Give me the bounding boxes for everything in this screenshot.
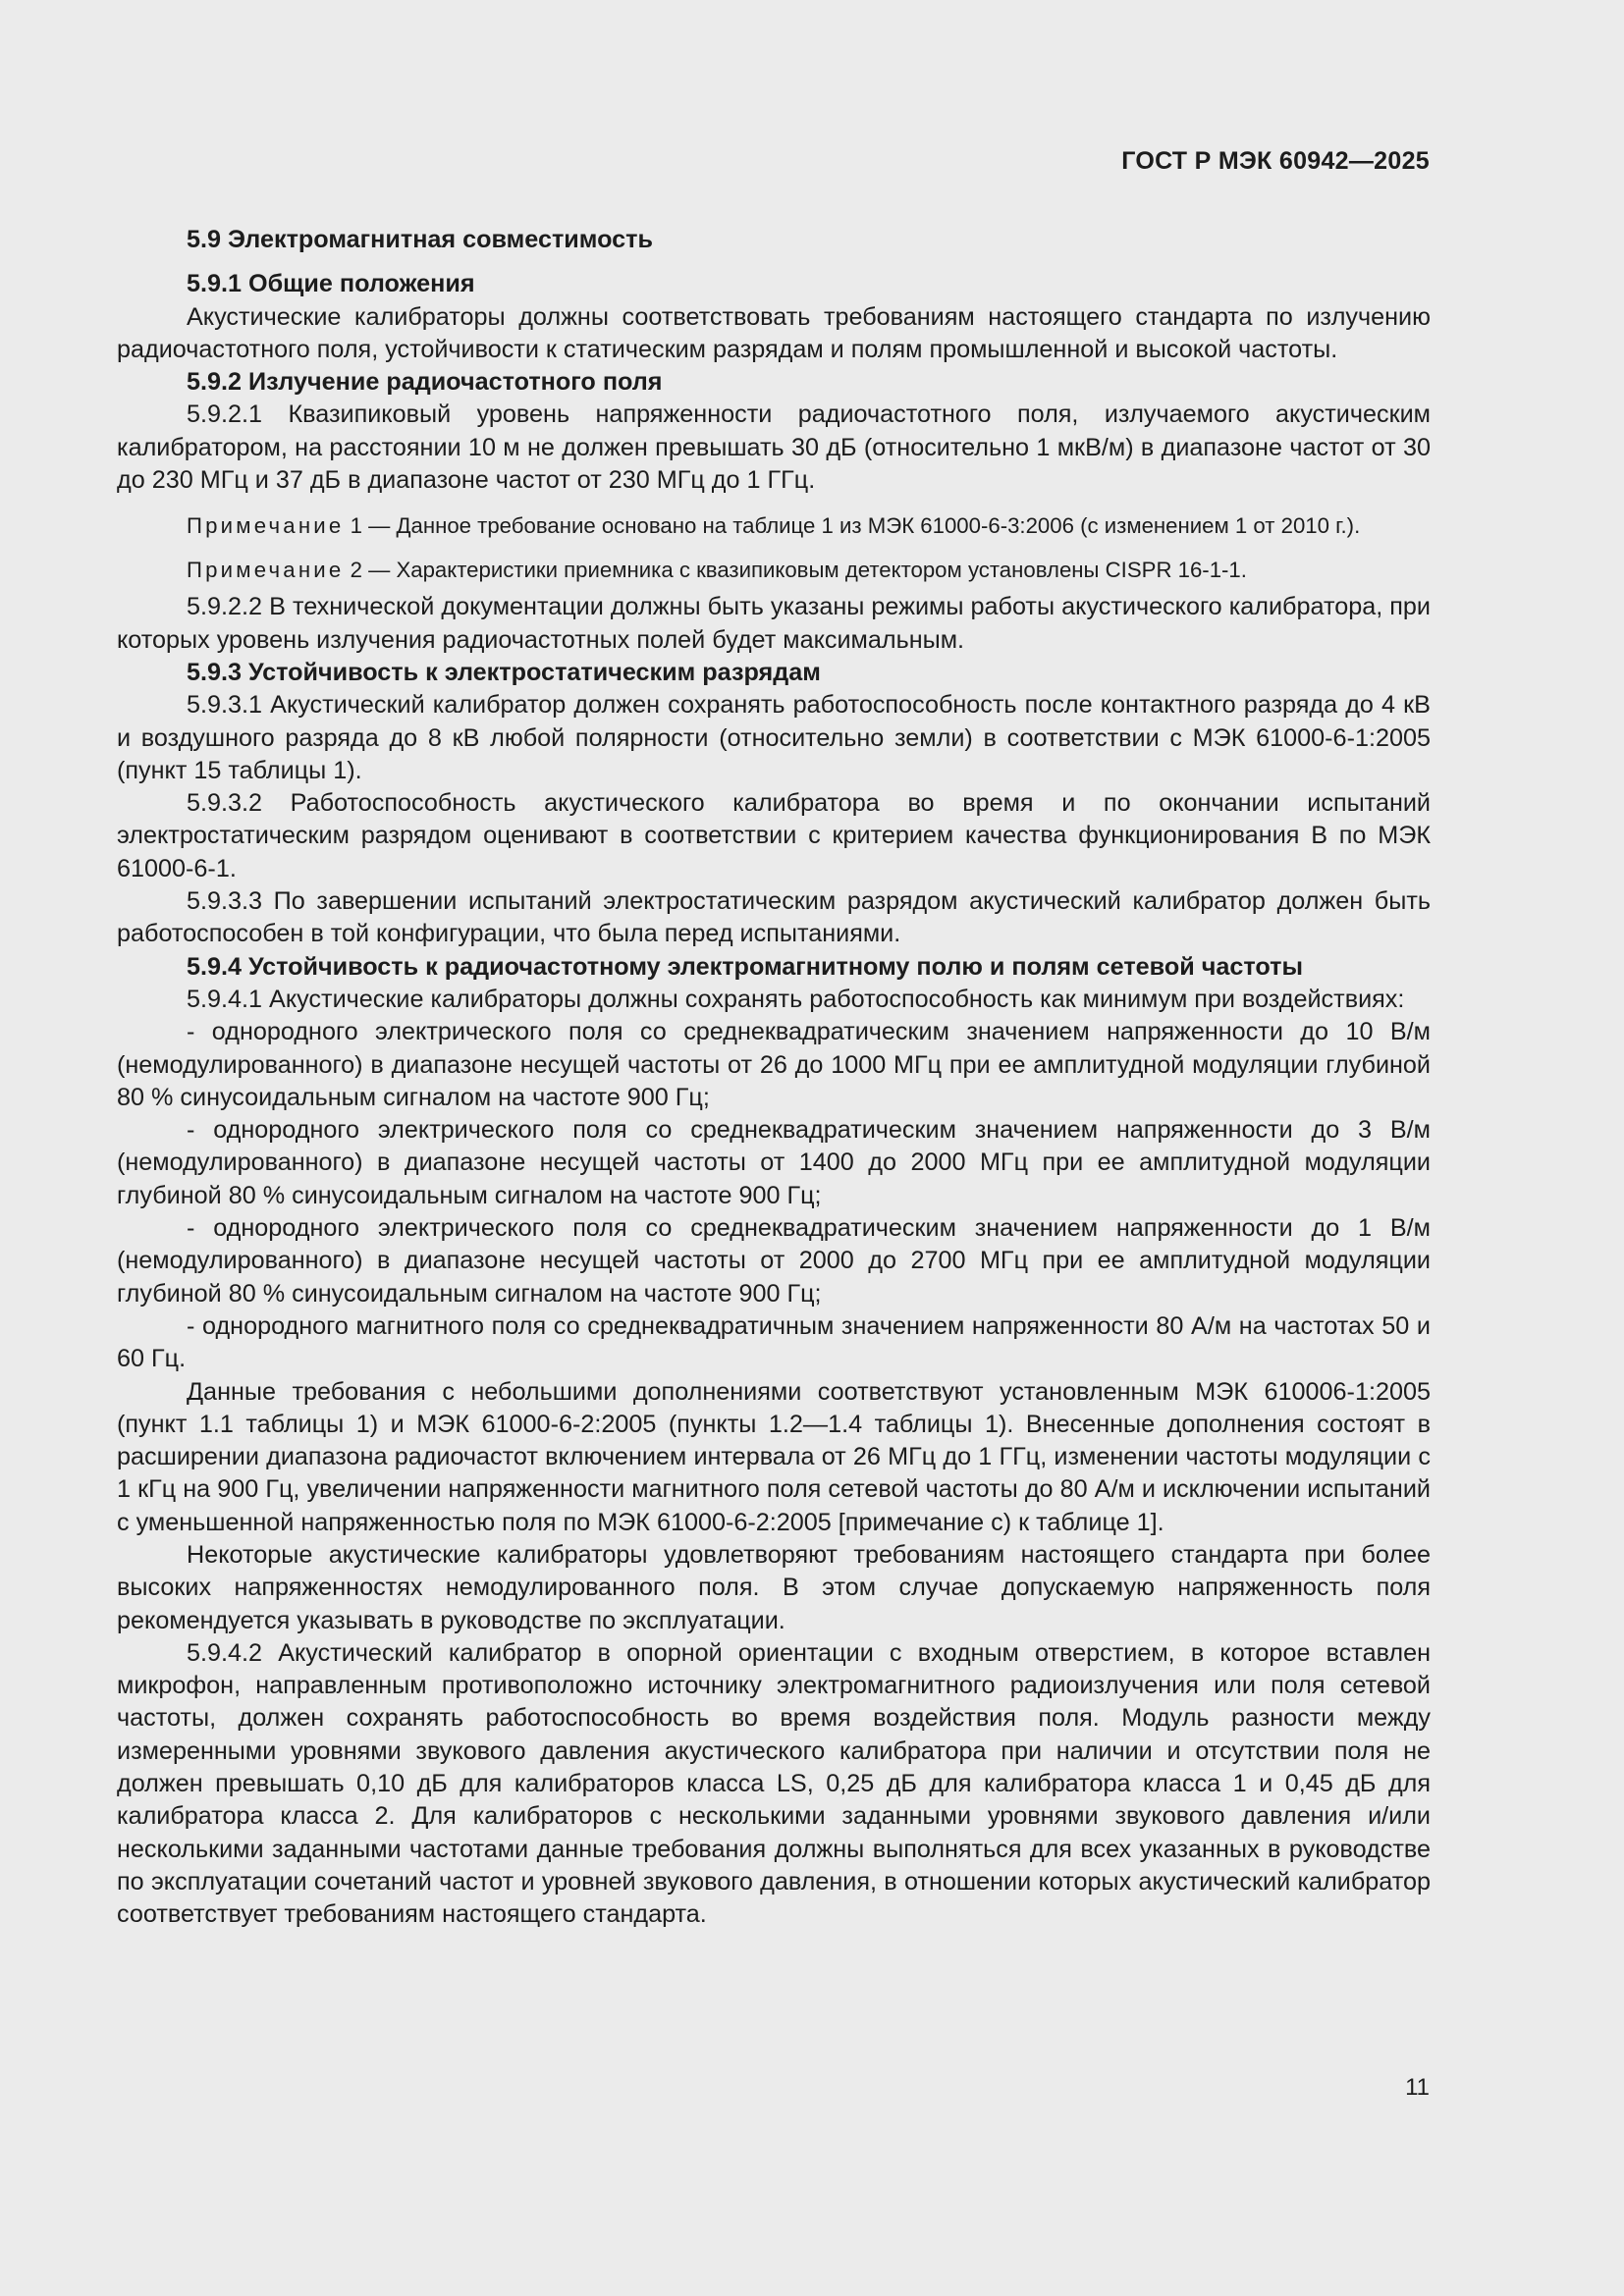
note-2	[117, 555, 1431, 585]
note-label: Примечание	[187, 513, 345, 539]
paragraph: 5.9.3.3 По завершении испытаний электростатическим разрядом акустический калибратор должен быть работоспособен в той конфигурации, что была перед испытаниями.	[117, 887, 1431, 948]
note-text: 1 — Данное требование основано на таблице 1 из МЭК 61000-6-3:2006 (с изменением 1 от 2010 г.).	[344, 513, 1361, 539]
note-1	[117, 510, 1431, 541]
paragraph: Данные требования с небольшими дополнениями соответствуют установленным МЭК 610006-1:2005 (пункт 1.1 таблицы 1) и МЭК 61000-6-2:2005 (пункты 1.2—1.4 таблицы 1). Внесенные дополнения состоят в расширении диапазона радиочастот включением интервала от 26 МГц до 1 ГГц, изменении частоты модуляции с 1 кГц на 900 Гц, увеличении напряженности магнитного поля сетевой частоты до 80 А/м и исключении испытаний с уменьшенной напряженностью поля по МЭК 61000-6-2:2005 [примечание с) к таблице 1].	[117, 1377, 1431, 1536]
note-text: 2 — Характеристики приемника с квазипиковым детектором установлены CISPR 16-1-1.	[344, 558, 1247, 583]
section-5-9-3-heading: 5.9.3 Устойчивость к электростатическим разрядам	[187, 658, 821, 686]
section-5-9-4-heading: 5.9.4 Устойчивость к радиочастотному электромагнитному полю и полям сетевой частоты	[187, 952, 1303, 981]
section-5-9-heading: 5.9 Электромагнитная совместимость	[187, 226, 653, 253]
paragraph: 5.9.4.2 Акустический калибратор в опорной ориентации с входным отверстием, в которое вставлен микрофон, направленным противоположно источнику электромагнитного радиоизлучения или поля сетевой частоты, должен сохранять работоспособность во время воздействия поля. Модуль разности между измеренными уровнями звукового давления акустического калибратора при наличии и отсутствии поля не должен превышать 0,10 дБ для калибраторов класса LS, 0,25 дБ для калибратора класса 1 и 0,45 дБ для калибратора класса 2. Для калибраторов с несколькими заданными уровнями звукового давления и/или несколькими заданными частотами данные требования должны выполняться для всех указанных в руководстве по эксплуатации сочетаний частот и уровней звукового давления, в отношении которых акустический калибратор соответствует требованиям настоящего стандарта.	[117, 1638, 1431, 1929]
document-body	[117, 224, 1431, 1932]
paragraph: Некоторые акустические калибраторы удовлетворяют требованиям настоящего стандарта при более высоких напряженностях немодулированного поля. В этом случае допускаемую напряженность поля рекомендуется указывать в руководстве по эксплуатации.	[117, 1540, 1431, 1634]
paragraph: 5.9.3.2 Работоспособность акустического калибратора во время и по окончании испытаний электростатическим разрядом оценивают в соответствии с критерием качества функционирования В по МЭК 61000-6-1.	[117, 789, 1431, 882]
paragraph: 5.9.4.1 Акустические калибраторы должны сохранять работоспособность как минимум при воздействиях:	[187, 985, 1405, 1013]
list-item: - однородного магнитного поля со среднеквадратичным значением напряженности 80 А/м на частотах 50 и 60 Гц.	[117, 1311, 1431, 1373]
document-code-header: ГОСТ Р МЭК 60942—2025	[1121, 147, 1430, 175]
list-item: - однородного электрического поля со среднеквадратическим значением напряженности до 3 В/м (немодулированного) в диапазоне несущей частоты от 1400 до 2000 МГц при ее амплитудной модуляции глубиной 80 % синусоидальным сигналом на частоте 900 Гц;	[117, 1116, 1431, 1209]
section-5-9-2-heading: 5.9.2 Излучение радиочастотного поля	[187, 368, 663, 397]
note-label: Примечание	[187, 558, 345, 583]
list-item: - однородного электрического поля со среднеквадратическим значением напряженности до 10 В/м (немодулированного) в диапазоне несущей частоты от 26 до 1000 МГц при ее амплитудной модуляции глубиной 80 % синусоидальным сигналом на частоте 900 Гц;	[117, 1018, 1431, 1111]
list-item: - однородного электрического поля со среднеквадратическим значением напряженности до 1 В/м (немодулированного) в диапазоне несущей частоты от 2000 до 2700 МГц при ее амплитудной модуляции глубиной 80 % синусоидальным сигналом на частоте 900 Гц;	[117, 1214, 1431, 1308]
paragraph: 5.9.3.1 Акустический калибратор должен сохранять работоспособность после контактного разряда до 4 кВ и воздушного разряда до 8 кВ любой полярности (относительно земли) в соответствии с МЭК 61000-6-1:2005 (пункт 15 таблицы 1).	[117, 691, 1431, 784]
page-number: 11	[1405, 2074, 1430, 2101]
paragraph: 5.9.2.1 Квазипиковый уровень напряженности радиочастотного поля, излучаемого акустическим калибратором, на расстоянии 10 м не должен превышать 30 дБ (относительно 1 мкВ/м) в диапазоне частот от 30 до 230 МГц и 37 дБ в диапазоне частот от 230 МГц до 1 ГГц.	[117, 400, 1431, 495]
section-5-9-1-heading: 5.9.1 Общие положения	[187, 270, 475, 298]
paragraph: Акустические калибраторы должны соответствовать требованиям настоящего стандарта по излучению радиочастотного поля, устойчивости к статическим разрядам и полям промышленной и высокой частоты.	[117, 302, 1431, 363]
paragraph: 5.9.2.2 В технической документации должны быть указаны режимы работы акустического калибратора, при которых уровень излучения радиочастотных полей будет максимальным.	[117, 593, 1431, 654]
